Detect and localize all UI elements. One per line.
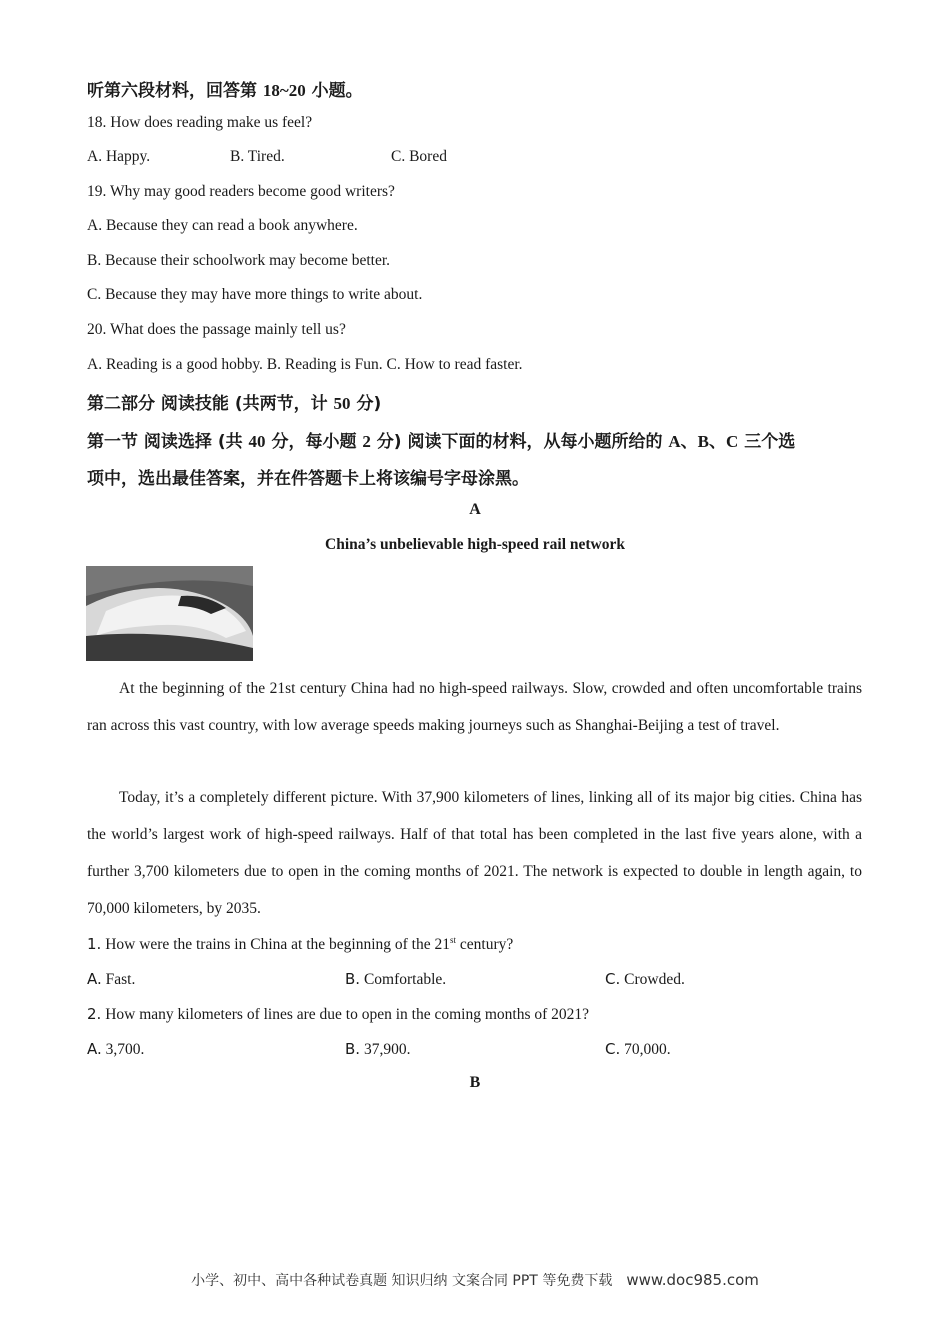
- q20-options: A. Reading is a good hobby. B. Reading is Fun. C. How to read faster.: [87, 356, 523, 373]
- train-photo: [86, 566, 253, 661]
- q18-option-b: B. Tired.: [230, 148, 285, 165]
- q2-option-c: C. 70,000.: [605, 1040, 671, 1058]
- footer-url[interactable]: www.doc985.com: [626, 1271, 759, 1289]
- question-20: 20. What does the passage mainly tell us?: [87, 321, 346, 338]
- passage-a-paragraph-1: At the beginning of the 21st century China had no high-speed railways. Slow, crowded and often uncomfortable trains ran across this vast country, with low average speeds making journeys such as Shanghai-Beijing a test of travel.: [87, 680, 862, 734]
- question-19: 19. Why may good readers become good writers?: [87, 183, 395, 200]
- question-18: 18. How does reading make us feel?: [87, 114, 313, 131]
- q1-option-b: B. Comfortable.: [345, 970, 447, 988]
- footer-text: 小学、初中、高中各种试卷真题 知识归纳 文案合同 PPT 等免费下载: [191, 1273, 613, 1289]
- q19-option-c: C. Because they may have more things to write about.: [87, 286, 423, 303]
- page-footer: [0, 1270, 950, 1290]
- q1-option-a: A. Fast.: [87, 970, 136, 988]
- bullet-train-image: [86, 566, 253, 661]
- passage-a-letter: A: [469, 501, 481, 518]
- passage-a-title: China’s unbelievable high-speed rail network: [325, 536, 625, 553]
- q18-option-a: A. Happy.: [87, 148, 151, 165]
- section6-heading: 听第六段材料，回答第 18~20 小题。: [87, 81, 363, 101]
- q19-option-b: B. Because their schoolwork may become better.: [87, 252, 391, 269]
- question-1: 1. How were the trains in China at the beginning of the 21st century?: [87, 934, 514, 953]
- passage-a-paragraph-2: Today, it’s a completely different picture. With 37,900 kilometers of lines, linking all of its major big cities. China has the world’s largest work of high-speed railways. Half of that total has been completed in the last five years alone, with a further 3,700 kilometers due to open in the coming months of 2021. The network is expected to double in length again, to 70,000 kilometers, by 2035.: [87, 789, 862, 917]
- q18-option-c: C. Bored: [391, 148, 447, 165]
- q2-option-b: B. 37,900.: [345, 1040, 411, 1058]
- part2-heading: 第二部分 阅读技能 (共两节，计 50 分): [87, 394, 382, 414]
- q1-option-c: C. Crowded.: [605, 970, 685, 988]
- question-2: 2. How many kilometers of lines are due to open in the coming months of 2021?: [87, 1005, 590, 1023]
- q19-option-a: A. Because they can read a book anywhere.: [87, 217, 358, 234]
- section1-heading-line2: 项中，选出最佳答案，并在件答题卡上将该编号字母涂黑。: [87, 469, 529, 489]
- q2-option-a: A. 3,700.: [87, 1040, 145, 1058]
- passage-b-letter: B: [469, 1074, 481, 1091]
- section1-heading-line1: 第一节 阅读选择 (共 40 分，每小题 2 分) 阅读下面的材料，从每小题所给的 A、B、C 三个选: [87, 432, 796, 452]
